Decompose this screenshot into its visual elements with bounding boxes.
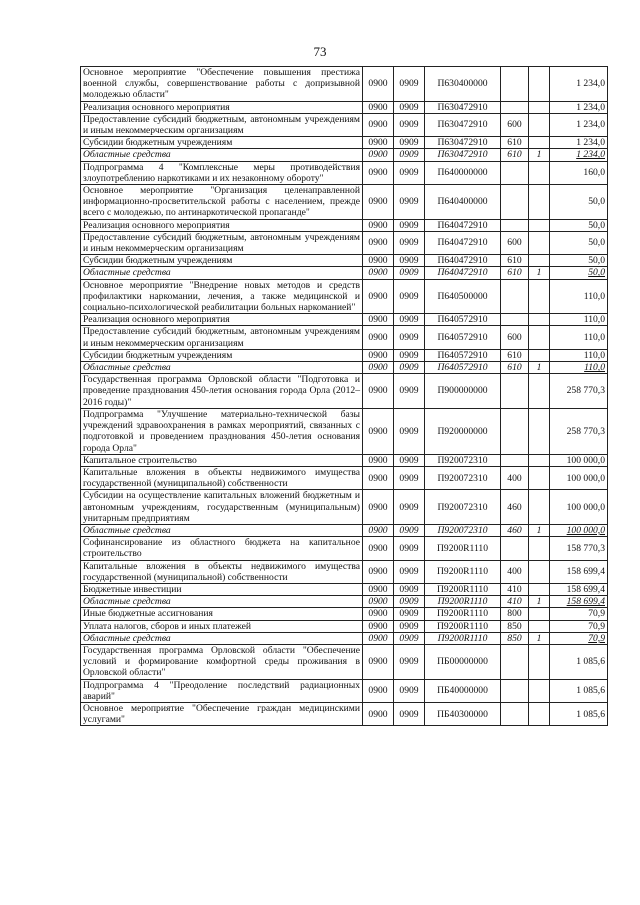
expense-type-cell: 610	[501, 267, 529, 279]
source-cell	[529, 113, 550, 136]
row-name-cell: Предоставление субсидий бюджетным, автономным учреждениям и иным некоммерческим организациям	[81, 231, 363, 254]
section-code-cell: 0909	[394, 185, 425, 220]
table-row	[81, 279, 608, 314]
table-row	[81, 583, 608, 595]
section-code-cell: 0909	[394, 583, 425, 595]
source-cell	[529, 185, 550, 220]
table-row	[81, 255, 608, 267]
amount-cell: 110,0	[550, 362, 608, 374]
source-cell	[529, 644, 550, 679]
expense-type-cell: 400	[501, 560, 529, 583]
row-name-cell: Областные средства	[81, 524, 363, 536]
source-cell	[529, 255, 550, 267]
target-code-cell: П640572910	[425, 349, 501, 361]
amount-cell: 50,0	[550, 185, 608, 220]
expense-type-cell	[501, 185, 529, 220]
ministry-code-cell: 0900	[363, 326, 394, 349]
source-cell	[529, 314, 550, 326]
row-name-cell: Основное мероприятие "Обеспечение повышения престижа военной службы, совершенствование работы с допризывной молодежью области"	[81, 67, 363, 102]
row-name-cell: Софинансирование из областного бюджета на капитальное строительство	[81, 537, 363, 560]
target-code-cell: П640400000	[425, 185, 501, 220]
expense-type-cell	[501, 314, 529, 326]
amount-cell: 158 770,3	[550, 537, 608, 560]
ministry-code-cell: 0900	[363, 137, 394, 149]
section-code-cell: 0909	[394, 362, 425, 374]
ministry-code-cell: 0900	[363, 67, 394, 102]
ministry-code-cell: 0900	[363, 632, 394, 644]
source-cell	[529, 279, 550, 314]
target-code-cell: П920000000	[425, 408, 501, 454]
row-name-cell: Субсидии на осуществление капитальных вложений бюджетным и автономным учреждениям, государственным (муниципальным) унитарным предприятиям	[81, 490, 363, 525]
amount-cell: 158 699,4	[550, 596, 608, 608]
table-row	[81, 632, 608, 644]
ministry-code-cell: 0900	[363, 113, 394, 136]
row-name-cell: Субсидии бюджетным учреждениям	[81, 137, 363, 149]
target-code-cell: П900000000	[425, 374, 501, 409]
table-row	[81, 185, 608, 220]
amount-cell: 110,0	[550, 279, 608, 314]
row-name-cell: Подпрограмма "Улучшение материально-технической базы учреждений здравоохранения в рамках мероприятий, связанных с подготовкой и проведением празднования 450-летия основания города Орла"	[81, 408, 363, 454]
source-cell	[529, 374, 550, 409]
section-code-cell: 0909	[394, 255, 425, 267]
target-code-cell: П630472910	[425, 113, 501, 136]
section-code-cell: 0909	[394, 231, 425, 254]
table-row	[81, 161, 608, 184]
table-row	[81, 454, 608, 466]
source-cell	[529, 679, 550, 702]
table-row	[81, 219, 608, 231]
table-row	[81, 596, 608, 608]
ministry-code-cell: 0900	[363, 583, 394, 595]
row-name-cell: Капитальные вложения в объекты недвижимого имущества государственной (муниципальной) собственности	[81, 466, 363, 489]
source-cell	[529, 408, 550, 454]
source-cell	[529, 137, 550, 149]
table-row	[81, 149, 608, 161]
target-code-cell: П920072310	[425, 524, 501, 536]
budget-table-body	[81, 67, 608, 726]
source-cell: 1	[529, 632, 550, 644]
target-code-cell: П640572910	[425, 362, 501, 374]
target-code-cell: П9200R1110	[425, 620, 501, 632]
source-cell: 1	[529, 362, 550, 374]
source-cell: 1	[529, 596, 550, 608]
expense-type-cell: 410	[501, 596, 529, 608]
row-name-cell: Предоставление субсидий бюджетным, автономным учреждениям и иным некоммерческим организациям	[81, 326, 363, 349]
ministry-code-cell: 0900	[363, 702, 394, 725]
expense-type-cell	[501, 537, 529, 560]
source-cell	[529, 454, 550, 466]
row-name-cell: Субсидии бюджетным учреждениям	[81, 349, 363, 361]
row-name-cell: Государственная программа Орловской области "Обеспечение условий и формирование комфортной среды проживания в Орловской области"	[81, 644, 363, 679]
amount-cell: 1 234,0	[550, 67, 608, 102]
ministry-code-cell: 0900	[363, 101, 394, 113]
source-cell: 1	[529, 149, 550, 161]
row-name-cell: Областные средства	[81, 149, 363, 161]
row-name-cell: Реализация основного мероприятия	[81, 101, 363, 113]
table-row	[81, 137, 608, 149]
table-row	[81, 374, 608, 409]
row-name-cell: Областные средства	[81, 632, 363, 644]
table-row	[81, 267, 608, 279]
row-name-cell: Капитальное строительство	[81, 454, 363, 466]
target-code-cell: П640472910	[425, 255, 501, 267]
ministry-code-cell: 0900	[363, 490, 394, 525]
target-code-cell: П9200R1110	[425, 608, 501, 620]
ministry-code-cell: 0900	[363, 267, 394, 279]
expense-type-cell: 600	[501, 113, 529, 136]
target-code-cell: П9200R1110	[425, 632, 501, 644]
amount-cell: 110,0	[550, 326, 608, 349]
row-name-cell: Государственная программа Орловской области "Подготовка и проведение празднования 450-летия основания города Орла (2012–2016 годы)"	[81, 374, 363, 409]
source-cell	[529, 161, 550, 184]
budget-table	[80, 66, 608, 726]
expense-type-cell	[501, 101, 529, 113]
amount-cell: 50,0	[550, 219, 608, 231]
expense-type-cell: 400	[501, 466, 529, 489]
row-name-cell: Подпрограмма 4 "Преодоление последствий радиационных аварий"	[81, 679, 363, 702]
expense-type-cell: 850	[501, 620, 529, 632]
amount-cell: 1 085,6	[550, 679, 608, 702]
ministry-code-cell: 0900	[363, 314, 394, 326]
table-row	[81, 679, 608, 702]
ministry-code-cell: 0900	[363, 161, 394, 184]
amount-cell: 258 770,3	[550, 374, 608, 409]
section-code-cell: 0909	[394, 466, 425, 489]
section-code-cell: 0909	[394, 490, 425, 525]
amount-cell: 160,0	[550, 161, 608, 184]
expense-type-cell: 610	[501, 137, 529, 149]
expense-type-cell	[501, 161, 529, 184]
target-code-cell: П640472910	[425, 267, 501, 279]
target-code-cell: П630472910	[425, 101, 501, 113]
section-code-cell: 0909	[394, 279, 425, 314]
target-code-cell: П640572910	[425, 326, 501, 349]
amount-cell: 100 000,0	[550, 466, 608, 489]
source-cell	[529, 490, 550, 525]
target-code-cell: П630400000	[425, 67, 501, 102]
ministry-code-cell: 0900	[363, 255, 394, 267]
amount-cell: 1 234,0	[550, 149, 608, 161]
source-cell	[529, 560, 550, 583]
expense-type-cell	[501, 702, 529, 725]
section-code-cell: 0909	[394, 326, 425, 349]
table-row	[81, 101, 608, 113]
section-code-cell: 0909	[394, 702, 425, 725]
source-cell	[529, 219, 550, 231]
section-code-cell: 0909	[394, 113, 425, 136]
ministry-code-cell: 0900	[363, 466, 394, 489]
expense-type-cell	[501, 679, 529, 702]
target-code-cell: П9200R1110	[425, 596, 501, 608]
row-name-cell: Областные средства	[81, 596, 363, 608]
table-row	[81, 560, 608, 583]
amount-cell: 100 000,0	[550, 490, 608, 525]
section-code-cell: 0909	[394, 679, 425, 702]
source-cell	[529, 466, 550, 489]
target-code-cell: П630472910	[425, 137, 501, 149]
ministry-code-cell: 0900	[363, 279, 394, 314]
section-code-cell: 0909	[394, 149, 425, 161]
table-row	[81, 608, 608, 620]
section-code-cell: 0909	[394, 314, 425, 326]
table-row	[81, 326, 608, 349]
ministry-code-cell: 0900	[363, 231, 394, 254]
section-code-cell: 0909	[394, 161, 425, 184]
table-row	[81, 408, 608, 454]
target-code-cell: П640572910	[425, 314, 501, 326]
expense-type-cell: 610	[501, 149, 529, 161]
row-name-cell: Бюджетные инвестиции	[81, 583, 363, 595]
amount-cell: 158 699,4	[550, 560, 608, 583]
amount-cell: 70,9	[550, 632, 608, 644]
amount-cell: 70,9	[550, 608, 608, 620]
section-code-cell: 0909	[394, 608, 425, 620]
row-name-cell: Субсидии бюджетным учреждениям	[81, 255, 363, 267]
target-code-cell: П920072310	[425, 454, 501, 466]
table-row	[81, 644, 608, 679]
expense-type-cell	[501, 219, 529, 231]
expense-type-cell: 460	[501, 490, 529, 525]
ministry-code-cell: 0900	[363, 560, 394, 583]
table-row	[81, 620, 608, 632]
section-code-cell: 0909	[394, 537, 425, 560]
target-code-cell: П640472910	[425, 219, 501, 231]
ministry-code-cell: 0900	[363, 362, 394, 374]
source-cell	[529, 702, 550, 725]
target-code-cell: ПБ40300000	[425, 702, 501, 725]
amount-cell: 158 699,4	[550, 583, 608, 595]
page-number: 73	[313, 44, 327, 59]
row-name-cell: Капитальные вложения в объекты недвижимого имущества государственной (муниципальной) собственности	[81, 560, 363, 583]
row-name-cell: Реализация основного мероприятия	[81, 314, 363, 326]
source-cell	[529, 231, 550, 254]
row-name-cell: Основное мероприятие "Организация целенаправленной информационно-просветительской работы с населением, прежде всего с молодежью, по антинаркотической пропаганде"	[81, 185, 363, 220]
ministry-code-cell: 0900	[363, 454, 394, 466]
target-code-cell: П9200R1110	[425, 537, 501, 560]
target-code-cell: ПБ40000000	[425, 679, 501, 702]
expense-type-cell: 610	[501, 349, 529, 361]
section-code-cell: 0909	[394, 560, 425, 583]
section-code-cell: 0909	[394, 644, 425, 679]
expense-type-cell: 410	[501, 583, 529, 595]
ministry-code-cell: 0900	[363, 620, 394, 632]
source-cell	[529, 349, 550, 361]
target-code-cell: П920072310	[425, 466, 501, 489]
table-row	[81, 349, 608, 361]
section-code-cell: 0909	[394, 596, 425, 608]
ministry-code-cell: 0900	[363, 524, 394, 536]
ministry-code-cell: 0900	[363, 219, 394, 231]
expense-type-cell: 800	[501, 608, 529, 620]
expense-type-cell	[501, 67, 529, 102]
amount-cell: 1 085,6	[550, 644, 608, 679]
section-code-cell: 0909	[394, 219, 425, 231]
section-code-cell: 0909	[394, 620, 425, 632]
source-cell	[529, 583, 550, 595]
expense-type-cell	[501, 454, 529, 466]
section-code-cell: 0909	[394, 349, 425, 361]
amount-cell: 1 234,0	[550, 137, 608, 149]
table-row	[81, 314, 608, 326]
table-row	[81, 537, 608, 560]
expense-type-cell: 600	[501, 326, 529, 349]
table-row	[81, 490, 608, 525]
table-row	[81, 466, 608, 489]
source-cell	[529, 67, 550, 102]
section-code-cell: 0909	[394, 524, 425, 536]
expense-type-cell	[501, 374, 529, 409]
target-code-cell: П640500000	[425, 279, 501, 314]
section-code-cell: 0909	[394, 267, 425, 279]
ministry-code-cell: 0900	[363, 374, 394, 409]
row-name-cell: Реализация основного мероприятия	[81, 219, 363, 231]
row-name-cell: Областные средства	[81, 267, 363, 279]
row-name-cell: Подпрограмма 4 "Комплексные меры противодействия злоупотреблению наркотиками и их незаконному обороту"	[81, 161, 363, 184]
expense-type-cell	[501, 644, 529, 679]
ministry-code-cell: 0900	[363, 596, 394, 608]
ministry-code-cell: 0900	[363, 149, 394, 161]
amount-cell: 100 000,0	[550, 454, 608, 466]
source-cell	[529, 620, 550, 632]
ministry-code-cell: 0900	[363, 644, 394, 679]
expense-type-cell: 850	[501, 632, 529, 644]
target-code-cell: П9200R1110	[425, 560, 501, 583]
row-name-cell: Уплата налогов, сборов и иных платежей	[81, 620, 363, 632]
amount-cell: 50,0	[550, 231, 608, 254]
section-code-cell: 0909	[394, 137, 425, 149]
target-code-cell: П640000000	[425, 161, 501, 184]
amount-cell: 50,0	[550, 267, 608, 279]
row-name-cell: Основное мероприятие "Внедрение новых методов и средств профилактики наркомании, лечения, а также медицинской и социально-психологической реабилитации больных наркоманией"	[81, 279, 363, 314]
table-row	[81, 362, 608, 374]
table-row	[81, 231, 608, 254]
source-cell	[529, 608, 550, 620]
expense-type-cell: 460	[501, 524, 529, 536]
ministry-code-cell: 0900	[363, 408, 394, 454]
table-row	[81, 67, 608, 102]
ministry-code-cell: 0900	[363, 537, 394, 560]
amount-cell: 258 770,3	[550, 408, 608, 454]
expense-type-cell	[501, 408, 529, 454]
ministry-code-cell: 0900	[363, 679, 394, 702]
table-row	[81, 113, 608, 136]
table-row	[81, 702, 608, 725]
section-code-cell: 0909	[394, 67, 425, 102]
amount-cell: 1 085,6	[550, 702, 608, 725]
expense-type-cell	[501, 279, 529, 314]
row-name-cell: Предоставление субсидий бюджетным, автономным учреждениям и иным некоммерческим организациям	[81, 113, 363, 136]
amount-cell: 1 234,0	[550, 101, 608, 113]
amount-cell: 50,0	[550, 255, 608, 267]
expense-type-cell: 600	[501, 231, 529, 254]
amount-cell: 1 234,0	[550, 113, 608, 136]
amount-cell: 100 000,0	[550, 524, 608, 536]
source-cell: 1	[529, 267, 550, 279]
source-cell	[529, 101, 550, 113]
target-code-cell: П640472910	[425, 231, 501, 254]
row-name-cell: Иные бюджетные ассигнования	[81, 608, 363, 620]
expense-type-cell: 610	[501, 255, 529, 267]
section-code-cell: 0909	[394, 632, 425, 644]
table-row	[81, 524, 608, 536]
target-code-cell: П9200R1110	[425, 583, 501, 595]
section-code-cell: 0909	[394, 101, 425, 113]
ministry-code-cell: 0900	[363, 608, 394, 620]
section-code-cell: 0909	[394, 454, 425, 466]
section-code-cell: 0909	[394, 408, 425, 454]
ministry-code-cell: 0900	[363, 185, 394, 220]
amount-cell: 110,0	[550, 349, 608, 361]
amount-cell: 110,0	[550, 314, 608, 326]
target-code-cell: ПБ00000000	[425, 644, 501, 679]
amount-cell: 70,9	[550, 620, 608, 632]
section-code-cell: 0909	[394, 374, 425, 409]
ministry-code-cell: 0900	[363, 349, 394, 361]
source-cell	[529, 326, 550, 349]
target-code-cell: П630472910	[425, 149, 501, 161]
target-code-cell: П920072310	[425, 490, 501, 525]
source-cell: 1	[529, 524, 550, 536]
row-name-cell: Областные средства	[81, 362, 363, 374]
expense-type-cell: 610	[501, 362, 529, 374]
row-name-cell: Основное мероприятие "Обеспечение граждан медицинскими услугами"	[81, 702, 363, 725]
source-cell	[529, 537, 550, 560]
